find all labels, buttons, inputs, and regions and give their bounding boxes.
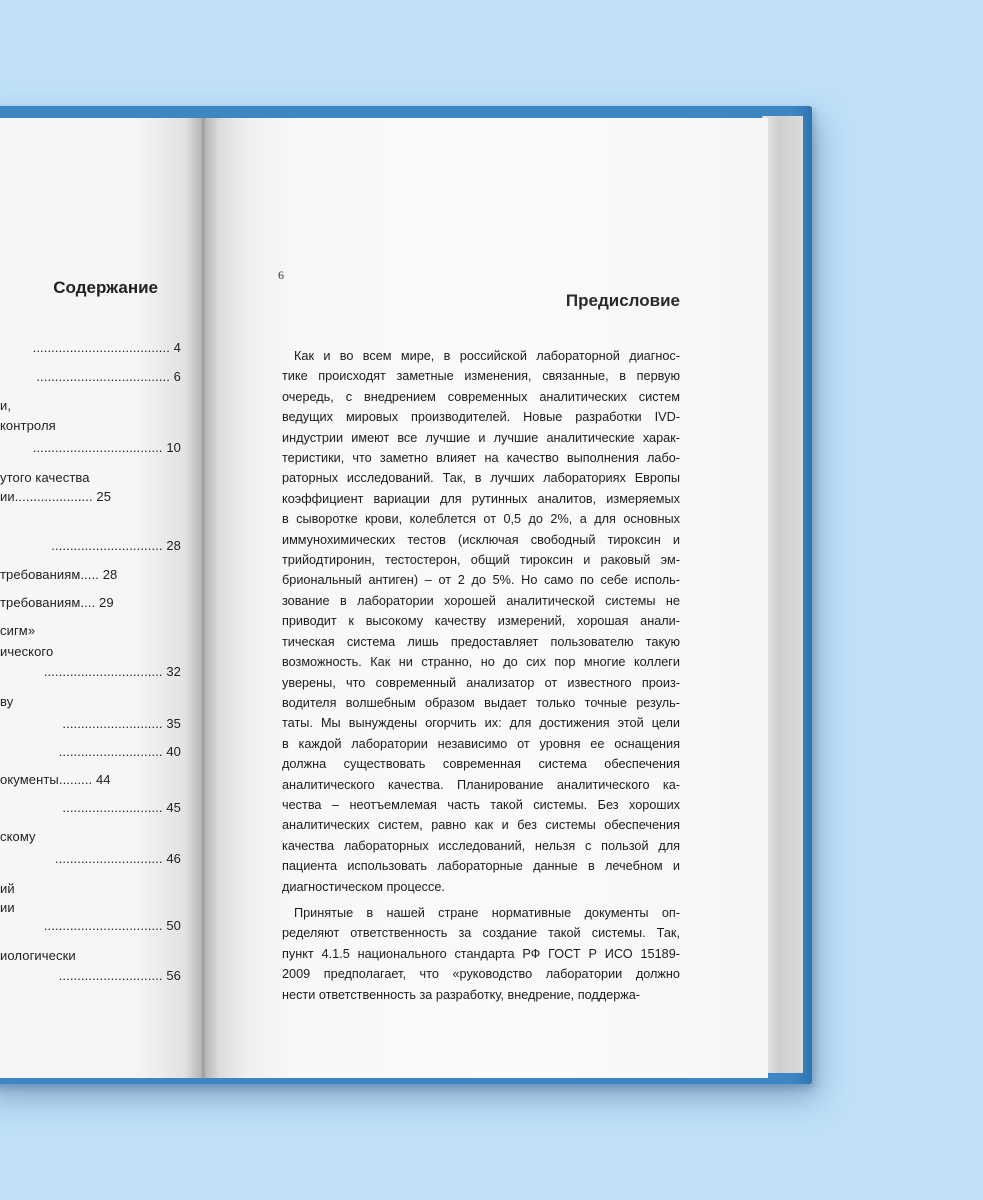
text-line: качества лабораторных исследований, нельзя с пользой для (282, 838, 680, 853)
text-line: водителя волшебным образом выдает только точные резуль- (282, 695, 680, 710)
text-line: тике происходят заметные изменения, связанные, в первую (282, 369, 680, 384)
text-line: Принятые в нашей стране нормативные документы оп- (294, 905, 680, 920)
text-line: пациента использовать лабораторные данные в лечебном и (282, 859, 680, 874)
toc-entry: скому (0, 829, 36, 844)
page-block-edge (762, 116, 803, 1073)
text-line: коэффициент вариации для рутинных аналитов, измеряемых (282, 491, 680, 506)
paragraph-2 (282, 903, 680, 1005)
toc-entry: ............................. 46 (54, 851, 181, 866)
left-page (0, 118, 202, 1078)
text-line: нести ответственность за разработку, внедрение, поддержа- (282, 987, 641, 1002)
toc-entry: требованиям.... 29 (0, 595, 114, 610)
text-line: теристики, что заметно влияет на качество выполнения лабо- (282, 451, 680, 466)
text-line: зование в лаборатории хорошей аналитической системы не (282, 593, 680, 608)
body-text (282, 346, 680, 1005)
toc-title: Содержание (53, 278, 158, 297)
text-line: пункт 4.1.5 национального стандарта РФ ГОСТ Р ИСО 15189- (282, 946, 680, 961)
toc-entry: требованиям..... 28 (0, 567, 118, 582)
toc-entry: ................................ 50 (43, 918, 181, 933)
chapter-title: Предисловие (565, 291, 680, 310)
text-line: 2009 предполагает, что «руководство лаборатории должно (282, 967, 680, 982)
toc-entry: ............................ 56 (58, 968, 181, 983)
toc-entry: ии (0, 900, 15, 915)
text-line: трийодтиронин, тестостерон, общий тироксин и раковый эм- (282, 553, 680, 568)
right-page (202, 118, 768, 1078)
toc-entry: .............................. 28 (51, 538, 181, 553)
text-line: иммунохимических тестов (исключая свободный тироксин и (282, 532, 680, 547)
text-line: аналитического качества. Планирование аналитического ка- (282, 777, 680, 792)
toc-entry: ву (0, 694, 14, 709)
text-line: бриональный антиген) – от 2 до 5%. Но само по себе исполь- (282, 573, 680, 588)
page-number: 6 (278, 268, 284, 282)
text-line: таты. Мы вынуждены огорчить их: для достижения этой цели (282, 716, 680, 731)
text-line: ведущих мировых производителей. Новые разработки IVD- (282, 410, 680, 425)
toc-entry: и, (0, 398, 12, 413)
text-line: диагностическом процессе. (282, 879, 445, 894)
text-line: аналитических систем, равно как и без системы обеспечения (282, 818, 680, 833)
toc-entry: ..................................... 4 (32, 340, 181, 355)
text-line: чества – неотъемлемая часть такой системы. Без хороших (282, 797, 680, 812)
paragraph-1 (282, 346, 680, 897)
toc-entry: утого качества (0, 470, 90, 485)
toc-entry: ........................... 35 (62, 716, 181, 731)
text-line: Как и во всем мире, в российской лабораторной диагнос- (294, 349, 680, 363)
text-line: уверены, что современный анализатор от известного произ- (282, 675, 680, 690)
text-line: тическая система лишь предоставляет пользователю такую (282, 634, 680, 649)
text-line: должна существовать современная система обеспечения (282, 757, 680, 772)
toc-entry: иологически (0, 948, 76, 963)
toc-entry: контроля (0, 418, 56, 433)
toc-entry: ........................... 45 (62, 800, 181, 815)
text-line: в каждой лаборатории независимо от уровня ее оснащения (282, 736, 680, 751)
text-line: очередь, с внедрением современных аналитических систем (282, 389, 680, 404)
toc-entry: окументы......... 44 (0, 772, 111, 787)
toc-entry: ............................ 40 (58, 744, 181, 759)
toc-entry: ий (0, 881, 15, 896)
toc-entry: сигм» (0, 623, 36, 638)
toc-entry: ического (0, 644, 54, 659)
toc-entry: ................................ 32 (43, 664, 181, 679)
text-line: приводит к высокому качеству измерений, хорошая анали- (282, 614, 680, 629)
text-line: в сыворотке крови, колеблется от 0,5 до 2%, а для основных (282, 512, 680, 527)
toc-entry: ................................... 10 (32, 440, 181, 455)
text-line: возможность. Как ни странно, но до сих пор многие коллеги (282, 655, 680, 670)
toc-entry: ии..................... 25 (0, 489, 112, 504)
toc-entry: .................................... 6 (36, 369, 181, 384)
text-line: раторных исследований. Так, в лучших лабораториях Европы (282, 471, 680, 486)
text-line: индустрии имеют все лучшие и лучшие аналитические харак- (282, 430, 680, 445)
text-line: ределяют ответственность за создание такой системы. Так, (282, 926, 680, 941)
